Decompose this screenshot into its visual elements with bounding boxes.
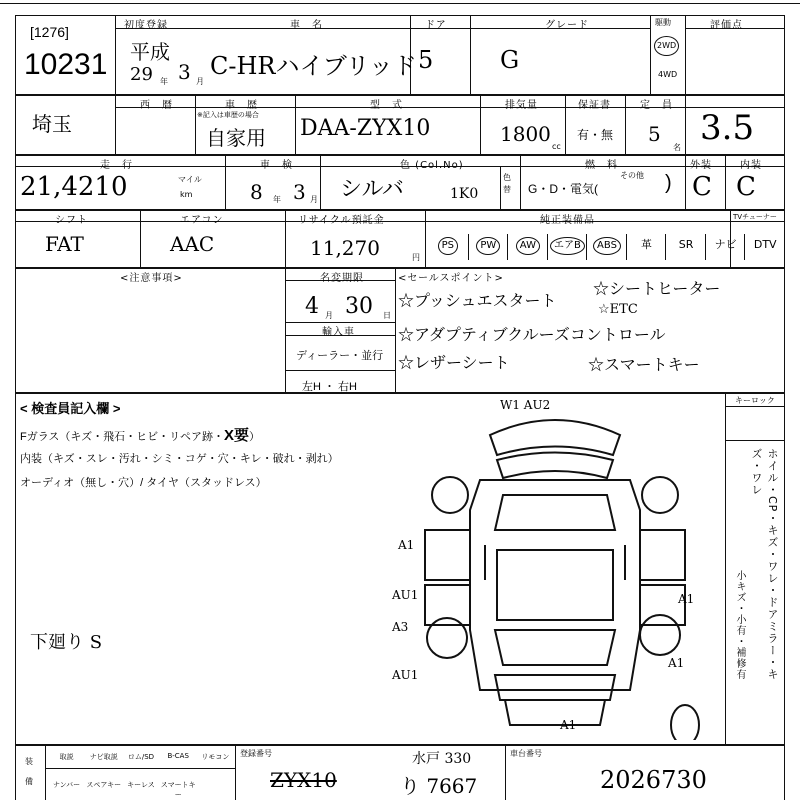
tuner-label: TVチューナー bbox=[733, 213, 777, 221]
shaken-year: 8 bbox=[250, 180, 263, 204]
car-diagram bbox=[385, 400, 725, 740]
divider bbox=[285, 370, 395, 371]
shaken-month: 3 bbox=[293, 180, 306, 204]
car-name-label: 車 名 bbox=[290, 20, 323, 31]
interior-label: 内装 bbox=[740, 160, 762, 171]
divider bbox=[500, 166, 501, 210]
name-change-day: 30 bbox=[345, 294, 373, 319]
divider bbox=[195, 95, 196, 155]
inspector-line1: Fガラス（キズ・飛石・ヒビ・リペア跡・X要） bbox=[20, 427, 260, 444]
door-fr bbox=[640, 530, 685, 580]
footer-label: B-CAS bbox=[167, 752, 189, 760]
wheel-fr bbox=[642, 477, 678, 513]
sales-point-1: ☆プッシュエスタート bbox=[398, 291, 557, 310]
divider bbox=[725, 155, 726, 210]
import-dealer: ディーラー・並行 bbox=[296, 350, 384, 362]
shaken-label: 車 検 bbox=[260, 160, 293, 171]
footer-row-label-1: 装 bbox=[25, 757, 33, 766]
rear-bumper bbox=[495, 675, 615, 700]
month-unit: 月 bbox=[196, 77, 204, 86]
recycle-unit: 円 bbox=[412, 253, 420, 262]
mileage-label: 走 行 bbox=[100, 160, 133, 171]
model-type-value: DAA-ZYX10 bbox=[300, 116, 431, 141]
mark-a3-left: A3 bbox=[392, 620, 409, 634]
divider bbox=[685, 15, 686, 95]
score-label: 評価点 bbox=[710, 20, 743, 31]
divider bbox=[15, 221, 785, 222]
mark-au1-left: AU1 bbox=[392, 588, 419, 602]
name-change-month-unit: 月 bbox=[325, 311, 333, 320]
door-fl bbox=[425, 530, 470, 580]
warranty-value: 有・無 bbox=[577, 128, 614, 142]
import-label: 輸入車 bbox=[322, 327, 355, 338]
color-value: シルバ bbox=[340, 177, 404, 202]
drive-2wd: 2WD bbox=[654, 33, 679, 56]
inspector-label: < 検査員記入欄 > bbox=[20, 401, 121, 416]
seireki-label: 西 暦 bbox=[140, 100, 173, 111]
displacement-value: 1800 bbox=[500, 122, 551, 146]
divider bbox=[295, 95, 296, 155]
footer-label: ナビ取説 bbox=[89, 753, 118, 761]
shift-value: FAT bbox=[45, 232, 84, 256]
footer-label: ナンバー bbox=[53, 781, 81, 789]
prefecture-value: 埼玉 bbox=[32, 112, 72, 136]
drive-label: 駆動 bbox=[655, 18, 671, 27]
mark-a1-left: A1 bbox=[398, 538, 415, 552]
notes-label: <注意事項> bbox=[120, 273, 183, 284]
sales-point-5: ☆レザーシート bbox=[398, 353, 510, 372]
divider bbox=[650, 15, 651, 95]
roof bbox=[497, 550, 613, 620]
reg-no-top: 水戸 330 bbox=[412, 751, 472, 767]
divider bbox=[505, 745, 506, 800]
doors-value: 5 bbox=[418, 46, 434, 74]
fuel-label: 燃 料 bbox=[585, 160, 618, 171]
first-reg-label: 初度登録 bbox=[124, 20, 168, 31]
sales-point-6: ☆スマートキー bbox=[588, 355, 700, 374]
reg-no-bottom: り 7667 bbox=[400, 774, 478, 798]
history-note: ※記入は車歴の場合 bbox=[197, 111, 259, 119]
name-change-label: 名変期限 bbox=[320, 273, 364, 284]
shaken-month-unit: 月 bbox=[310, 195, 318, 204]
inspector-line3: オーディオ（無し・穴）/ タイヤ（スタッドレス） bbox=[20, 477, 267, 489]
options-label: 純正装備品 bbox=[540, 215, 595, 226]
footer-label: 取説 bbox=[59, 753, 74, 761]
shaken-year-unit: 年 bbox=[273, 195, 281, 204]
capacity-label: 定 員 bbox=[640, 100, 673, 111]
roof-panel bbox=[490, 420, 620, 455]
history-label: 車 歴 bbox=[225, 100, 258, 111]
history-value: 自家用 bbox=[206, 126, 266, 150]
import-steer: 左H ・ 右H bbox=[302, 381, 357, 393]
divider bbox=[565, 95, 566, 155]
footer-label: スマートキー bbox=[160, 781, 196, 799]
mark-au1-bottom: AU1 bbox=[392, 668, 419, 682]
divider bbox=[725, 440, 785, 441]
mark-a1-right: A1 bbox=[678, 592, 695, 606]
divider bbox=[625, 95, 626, 155]
chassis-value: 2026730 bbox=[600, 766, 707, 794]
sales-point-3: ☆ETC bbox=[598, 302, 638, 317]
era-value: 平成 bbox=[130, 40, 170, 64]
footer-row-label-2: 備 bbox=[25, 777, 33, 786]
year-unit: 年 bbox=[160, 77, 168, 86]
name-change-month: 4 bbox=[305, 294, 319, 319]
reg-no-label: 登録番号 bbox=[240, 749, 272, 758]
divider bbox=[685, 155, 686, 210]
shift-label: シフト bbox=[55, 215, 88, 226]
aircon-value: AAC bbox=[170, 232, 215, 256]
option-item: 革 bbox=[626, 234, 667, 260]
mark-top: W1 AU2 bbox=[500, 398, 551, 412]
sales-point-2: ☆シートヒーター bbox=[593, 279, 721, 298]
name-change-day-unit: 日 bbox=[383, 311, 391, 320]
wheel-rr bbox=[640, 615, 680, 655]
option-item: AW bbox=[507, 234, 548, 260]
color-label: 色 (Col.No) bbox=[400, 160, 464, 171]
option-item: ナビ bbox=[705, 234, 746, 260]
divider bbox=[140, 210, 141, 268]
fuel-value: G・D・電気( bbox=[528, 182, 598, 196]
exterior-value: C bbox=[692, 172, 712, 202]
divider bbox=[725, 406, 785, 407]
car-name-value: C-HRハイブリッド bbox=[210, 52, 417, 80]
drive-4wd: 4WD bbox=[658, 70, 678, 79]
option-item: PS bbox=[428, 234, 468, 260]
divider bbox=[320, 155, 321, 210]
fuel-other: その他 bbox=[620, 171, 644, 180]
mark-a1-right2: A1 bbox=[668, 656, 685, 670]
trunk bbox=[505, 700, 605, 725]
exterior-label: 外装 bbox=[690, 160, 712, 171]
divider bbox=[45, 768, 235, 769]
options-list bbox=[428, 230, 784, 260]
model-type-label: 型 式 bbox=[370, 100, 403, 111]
wheel-fl bbox=[432, 477, 468, 513]
aircon-label: エアコン bbox=[180, 215, 224, 226]
divider bbox=[725, 393, 726, 745]
year-value: 29 bbox=[130, 64, 153, 85]
divider bbox=[45, 745, 46, 800]
divider bbox=[480, 95, 481, 155]
divider bbox=[520, 155, 521, 210]
legend-col2: 小キズ・小有・補修有 bbox=[734, 570, 745, 680]
displacement-label: 排気量 bbox=[505, 100, 538, 111]
score-value: 3.5 bbox=[700, 108, 755, 148]
divider bbox=[685, 95, 686, 155]
option-item: PW bbox=[468, 234, 509, 260]
option-item: エアB bbox=[547, 234, 588, 260]
capacity-unit: 名 bbox=[673, 143, 681, 152]
divider bbox=[235, 745, 236, 800]
option-item: SR bbox=[665, 234, 706, 260]
doors-label: ドア bbox=[425, 20, 447, 31]
inspector-line2: 内装（キズ・スレ・汚れ・シミ・コゲ・穴・キレ・破れ・剥れ） bbox=[20, 453, 339, 465]
front-glass bbox=[495, 495, 615, 530]
divider bbox=[225, 155, 226, 210]
divider bbox=[395, 268, 396, 393]
lot-bracket: [1276] bbox=[30, 24, 69, 40]
footer-label: リモコン bbox=[201, 753, 230, 761]
sales-point-4: ☆アダプティブクルーズコントロール bbox=[398, 325, 666, 344]
option-item: DTV bbox=[744, 234, 785, 260]
key-lock-label: キーロック bbox=[735, 396, 775, 405]
divider bbox=[285, 268, 286, 393]
mileage-value: 21,4210 bbox=[20, 172, 128, 202]
displacement-unit: cc bbox=[552, 142, 561, 151]
chassis-label: 車台番号 bbox=[510, 749, 542, 758]
capacity-value: 5 bbox=[648, 122, 661, 146]
windshield bbox=[497, 453, 613, 479]
footer-label: キーレス bbox=[127, 781, 155, 789]
divider bbox=[425, 210, 426, 268]
lot-number: 10231 bbox=[24, 48, 108, 81]
mileage-unit-mile: マイル bbox=[178, 175, 202, 184]
reg-no-crossed: ZYX10 bbox=[270, 768, 337, 792]
rear-glass bbox=[495, 630, 615, 665]
grade-value: G bbox=[500, 46, 520, 74]
color-change-label: 色替 bbox=[503, 173, 511, 194]
grade-label: グレード bbox=[545, 20, 589, 31]
warranty-label: 保証書 bbox=[578, 100, 611, 111]
month-value: 3 bbox=[178, 60, 191, 84]
color-code: 1K0 bbox=[450, 186, 479, 202]
interior-value: C bbox=[736, 172, 756, 202]
mark-a1-bottom: A1 bbox=[560, 718, 577, 732]
fuel-close: ) bbox=[665, 172, 672, 194]
legend-col1: ホイル・CP・キズ・ワレ・ドアミラー・キズ・ワレ bbox=[750, 448, 779, 681]
footer-label: ロム/SD bbox=[127, 753, 155, 761]
divider bbox=[285, 210, 286, 268]
option-item: ABS bbox=[586, 234, 627, 260]
oval-mark bbox=[671, 705, 699, 740]
body-outline bbox=[470, 480, 640, 690]
mileage-unit-km: km bbox=[180, 190, 193, 199]
inspector-handwritten: 下廻り S bbox=[30, 632, 103, 653]
recycle-value: 11,270 bbox=[310, 236, 380, 260]
top-border bbox=[0, 3, 800, 4]
divider bbox=[470, 15, 471, 95]
sales-points-label: <セールスポイント> bbox=[398, 273, 504, 284]
footer-label: スペアキー bbox=[86, 781, 122, 789]
recycle-label: リサイクル預託金 bbox=[298, 215, 385, 226]
